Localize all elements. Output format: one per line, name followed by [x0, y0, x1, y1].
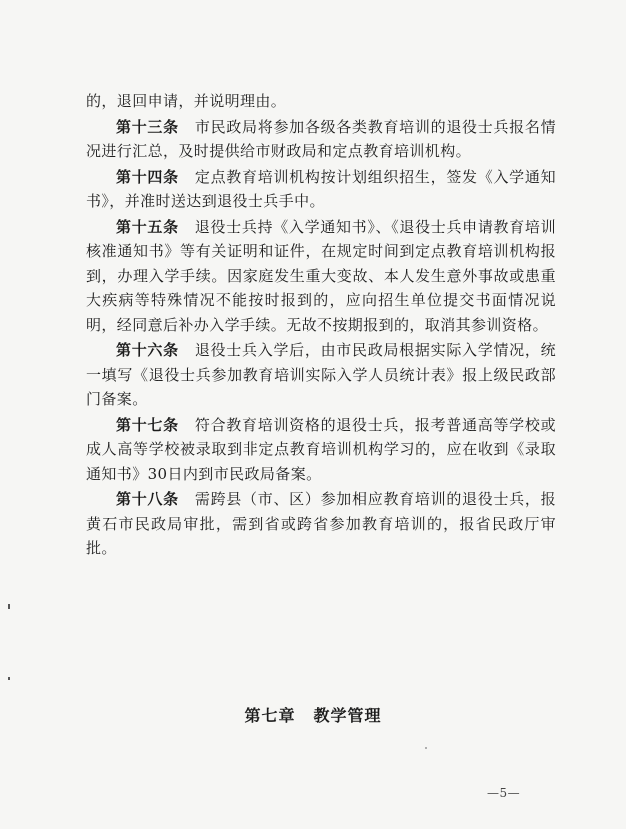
- chapter-title: 教学管理: [313, 706, 382, 725]
- article-text: 退役士兵入学后，由市民政局根据实际入学情况，统一填写《退役士兵参加教育培训实际入学人员统计表》报上级民政部门备案。: [86, 341, 557, 408]
- article-number: 第十三条: [116, 117, 179, 136]
- article-number: 第十六条: [116, 341, 179, 359]
- scan-dot: [425, 747, 427, 749]
- article-18: [86, 487, 556, 561]
- paragraph-continuation: [86, 89, 556, 114]
- article-17: [86, 413, 556, 487]
- chapter-heading: [0, 703, 626, 726]
- article-15: [86, 215, 556, 338]
- article-text: 定点教育培训机构按计划组织招生，签发《入学通知书》，并准时送达到退役士兵手中。: [86, 167, 557, 210]
- scan-mark: [8, 677, 10, 680]
- article-text: 符合教育培训资格的退役士兵，报考普通高等学校或成人高等学校被录取到非定点教育培训机构学习的，应在收到《录取通知书》30日内到市民政局备案。: [86, 415, 557, 483]
- article-number: 第十八条: [116, 490, 179, 508]
- page-number: —5—: [487, 786, 521, 800]
- article-number: 第十五条: [116, 217, 179, 236]
- article-16: [86, 338, 556, 412]
- article-number: 第十四条: [116, 167, 179, 186]
- article-text: 退役士兵持《入学通知书》、《退役士兵申请教育培训核准通知书》等有关证明和证件，在规定时间到定点教育培训机构报到，办理入学手续。因家庭发生重大变故、本人发生意外事故或患重大疾病等特殊情况不能按时报到的，应向招生单位提交书面情况说明，经同意后补办入学手续。无故不按期报到的，取消其参训资格。: [86, 217, 556, 334]
- article-text: 需跨县（市、区）参加相应教育培训的退役士兵，报黄石市民政局审批，需到省或跨省参加教育培训的，报省民政厅审批。: [86, 490, 557, 557]
- chapter-number: 第七章: [244, 706, 296, 725]
- article-number: 第十七条: [116, 415, 179, 434]
- paragraph-text: 的，退回申请，并说明理由。: [86, 92, 287, 110]
- article-text: 市民政局将参加各级各类教育培训的退役士兵报名情况进行汇总，及时提供给市财政局和定点教育培训机构。: [86, 117, 557, 160]
- article-14: [86, 165, 556, 214]
- scan-mark: [8, 604, 10, 609]
- article-13: [86, 115, 556, 164]
- document-body: [86, 89, 556, 562]
